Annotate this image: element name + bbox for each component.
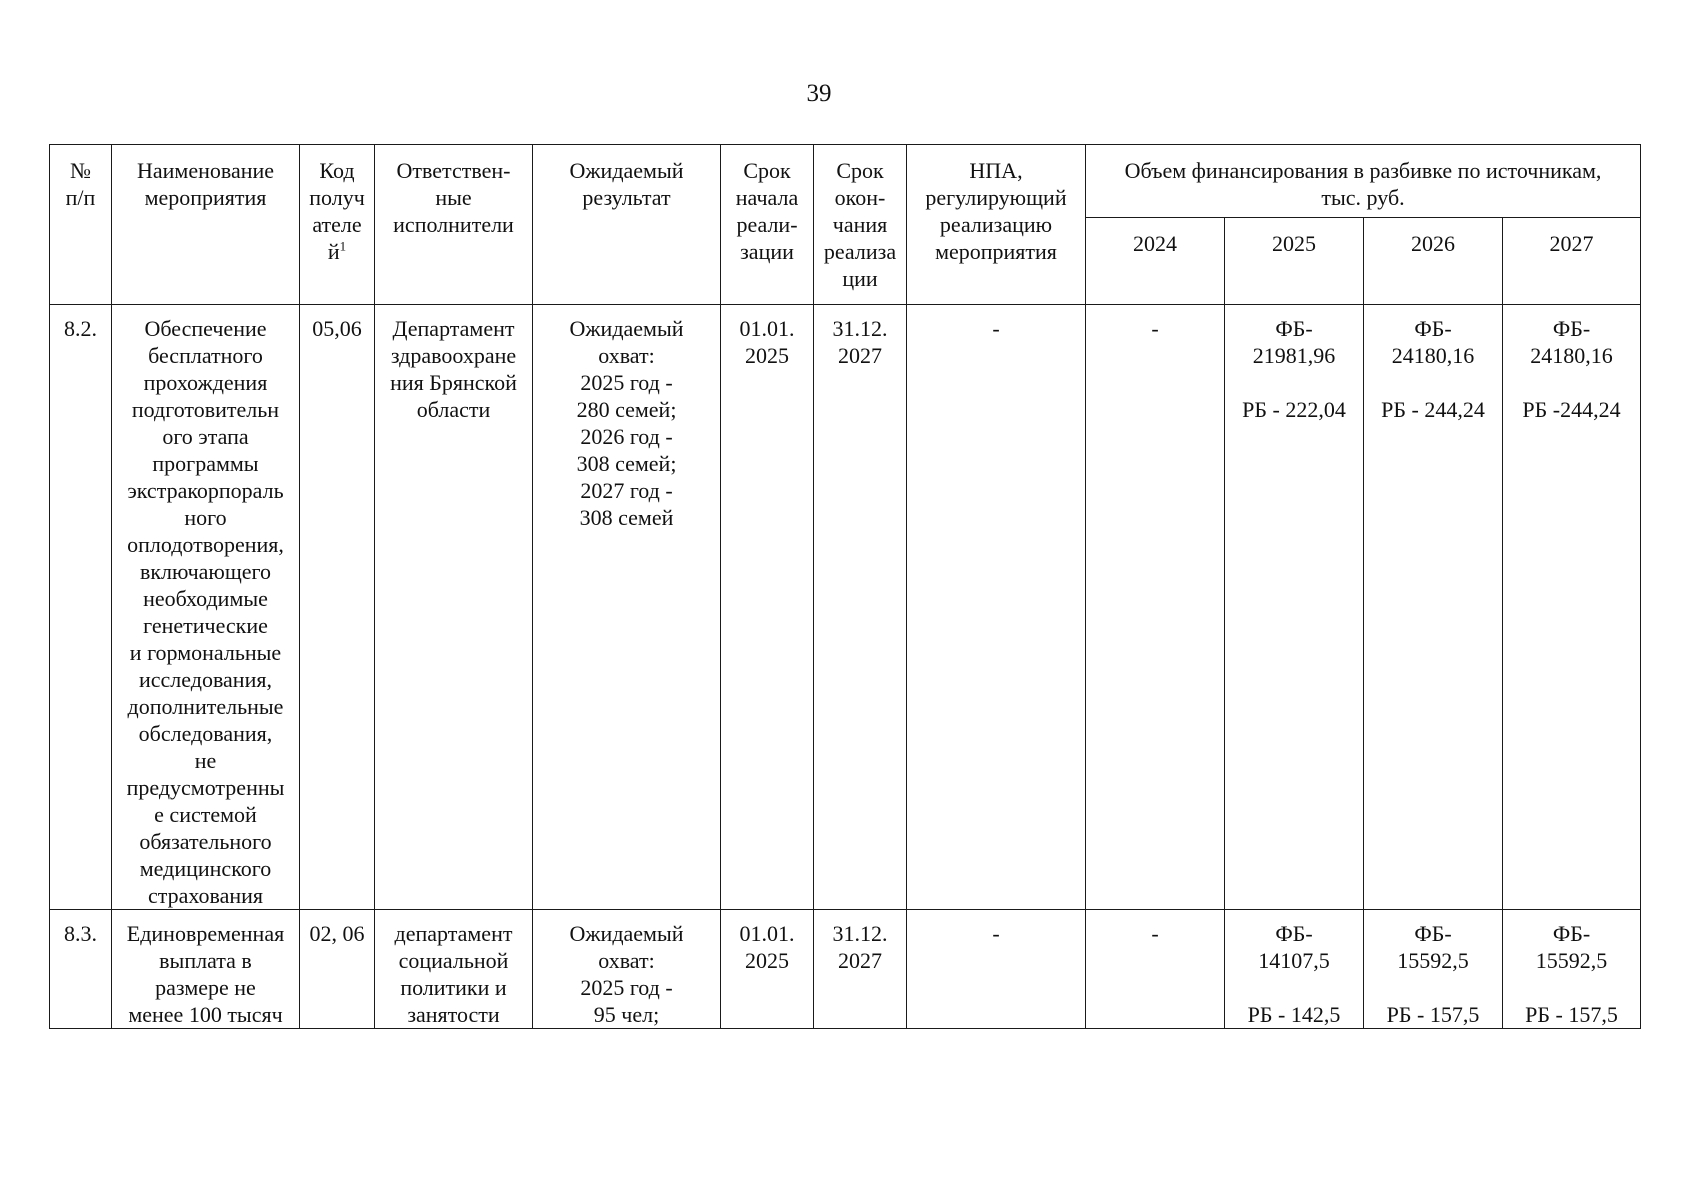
row-funding-2027: ФБ- 15592,5 РБ - 157,5 (1503, 910, 1641, 1029)
header-end: Срок окон- чания реализа ции (814, 145, 907, 305)
row-end: 31.12. 2027 (814, 910, 907, 1029)
row-npa: - (907, 910, 1086, 1029)
page-number: 39 (806, 80, 832, 107)
row-npa: - (907, 305, 1086, 910)
row-funding-2027: ФБ- 24180,16 РБ -244,24 (1503, 305, 1641, 910)
row-name: Обеспечение бесплатного прохождения подготовительн ого этапа программы экстракорпораль ного оплодотворения, включающего необходимые генетические и гормональные исследования, дополнительные обследования, не предусмотренны е системой обязательного медицинского страхования (112, 305, 300, 910)
header-funding: Объем финансирования в разбивке по источникам, тыс. руб. (1086, 145, 1641, 218)
measures-table (49, 144, 1641, 1029)
header-year-2024: 2024 (1086, 218, 1225, 305)
header-result: Ожидаемый результат (533, 145, 721, 305)
header-year-2026: 2026 (1364, 218, 1503, 305)
row-code: 02, 06 (300, 910, 375, 1029)
header-responsible: Ответствен- ные исполнители (375, 145, 533, 305)
row-end: 31.12. 2027 (814, 305, 907, 910)
header-code: Код получ ателе $й^1$ (300, 145, 375, 305)
row-start: 01.01. 2025 (721, 305, 814, 910)
row-num: 8.3. (50, 910, 112, 1029)
row-result: Ожидаемый охват: 2025 год - 95 чел; (533, 910, 721, 1029)
header-year-2027: 2027 (1503, 218, 1641, 305)
row-funding-2026: ФБ- 15592,5 РБ - 157,5 (1364, 910, 1503, 1029)
row-code: 05,06 (300, 305, 375, 910)
header-num: № п/п (50, 145, 112, 305)
row-funding-2024: - (1086, 910, 1225, 1029)
header-npa: НПА, регулирующий реализацию мероприятия (907, 145, 1086, 305)
row-responsible: департамент социальной политики и занятости (375, 910, 533, 1029)
header-name: Наименование мероприятия (112, 145, 300, 305)
table-row (50, 910, 1641, 1029)
row-funding-2025: ФБ- 21981,96 РБ - 222,04 (1225, 305, 1364, 910)
footnote-mark: 1 (339, 238, 347, 254)
header-year-2025: 2025 (1225, 218, 1364, 305)
row-responsible: Департамент здравоохране ния Брянской области (375, 305, 533, 910)
row-funding-2024: - (1086, 305, 1225, 910)
row-result: Ожидаемый охват: 2025 год - 280 семей; 2026 год - 308 семей; 2027 год - 308 семей (533, 305, 721, 910)
row-name: Единовременная выплата в размере не менее 100 тысяч (112, 910, 300, 1029)
table-row (50, 305, 1641, 910)
row-num: 8.2. (50, 305, 112, 910)
header-start: Срок начала реали- зации (721, 145, 814, 305)
row-funding-2026: ФБ- 24180,16 РБ - 244,24 (1364, 305, 1503, 910)
row-start: 01.01. 2025 (721, 910, 814, 1029)
table-header-row (50, 145, 1641, 218)
row-funding-2025: ФБ- 14107,5 РБ - 142,5 (1225, 910, 1364, 1029)
